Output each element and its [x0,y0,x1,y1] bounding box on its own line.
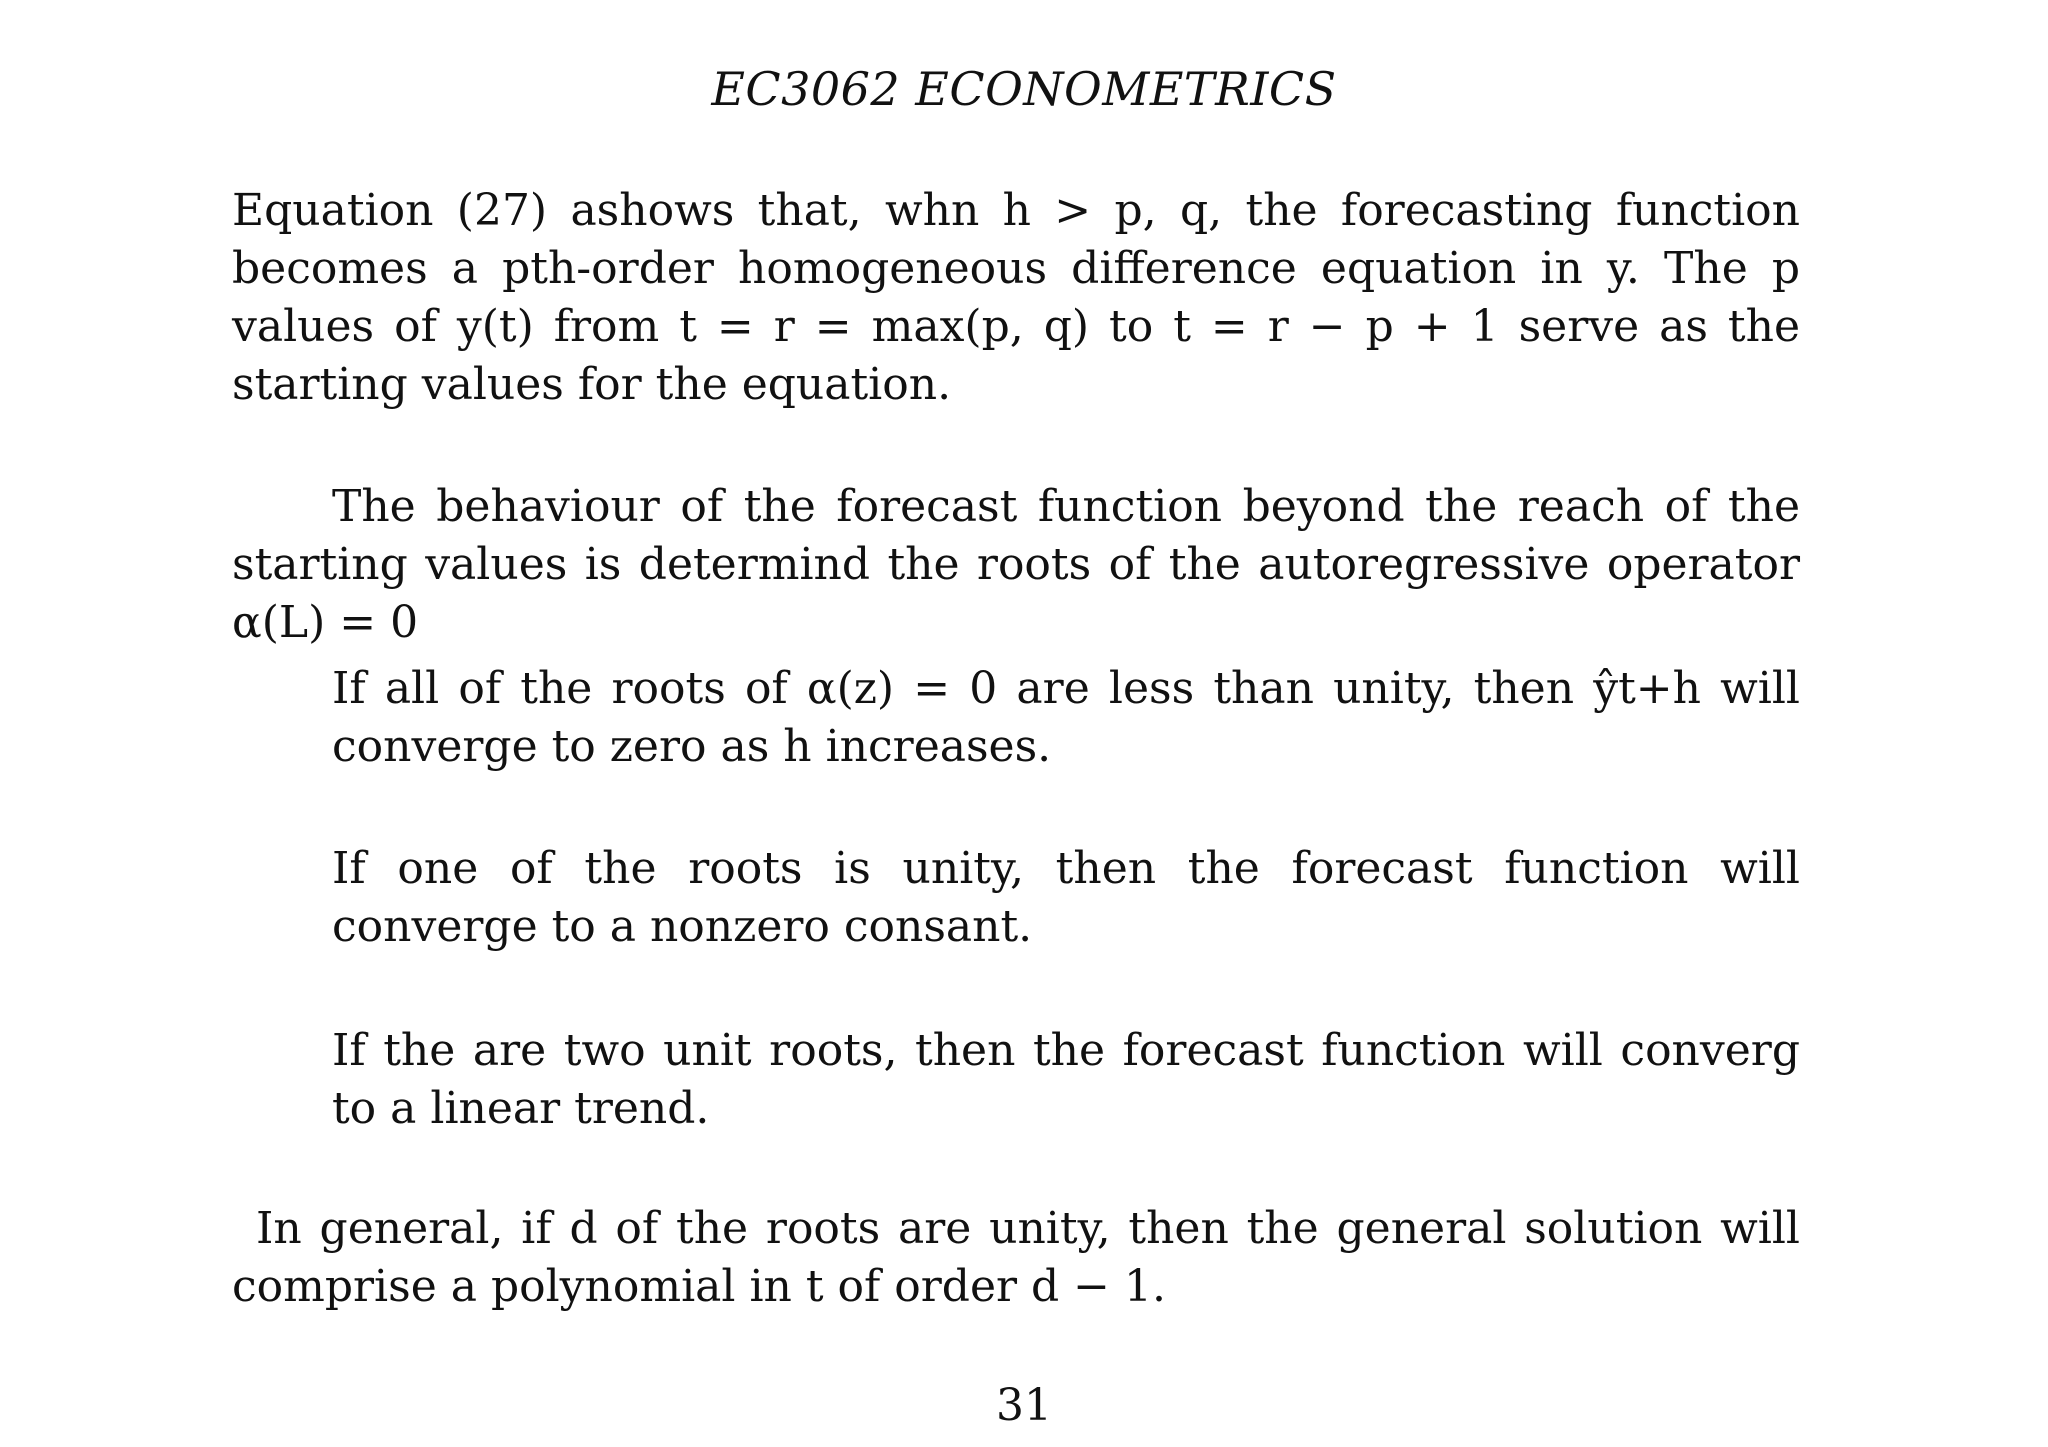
case-two-unit-roots: If the are two unit roots, then the forecast function will converg to a linear trend. [332,1025,1800,1134]
case-one-unit-root: If one of the roots is unity, then the forecast function will converge to a nonzero consant. [332,843,1800,952]
case-roots-less-than-unity: If all of the roots of α(z) = 0 are less than unity, then ŷt+h will converge to zero as h increases. [332,663,1800,772]
paragraph-forecasting-function: Equation (27) ashows that, whn h > p, q, the forecasting function becomes a pth-order homogeneous difference equation in y. The p values of y(t) from t = r = max(p, q) to t = r − p + 1 serve as the starting values for the equation. [232,185,1800,410]
page-number: 31 [996,1380,1052,1431]
paragraph-forecast-behaviour: The behaviour of the forecast function beyond the reach of the starting values is determind the roots of the autoregressive operator α(L) = 0 [232,481,1800,648]
paragraph-general-case: In general, if d of the roots are unity, then the general solution will comprise a polynomial in t of order d − 1. [232,1203,1800,1312]
page-header-title: EC3062 ECONOMETRICS [711,62,1337,116]
